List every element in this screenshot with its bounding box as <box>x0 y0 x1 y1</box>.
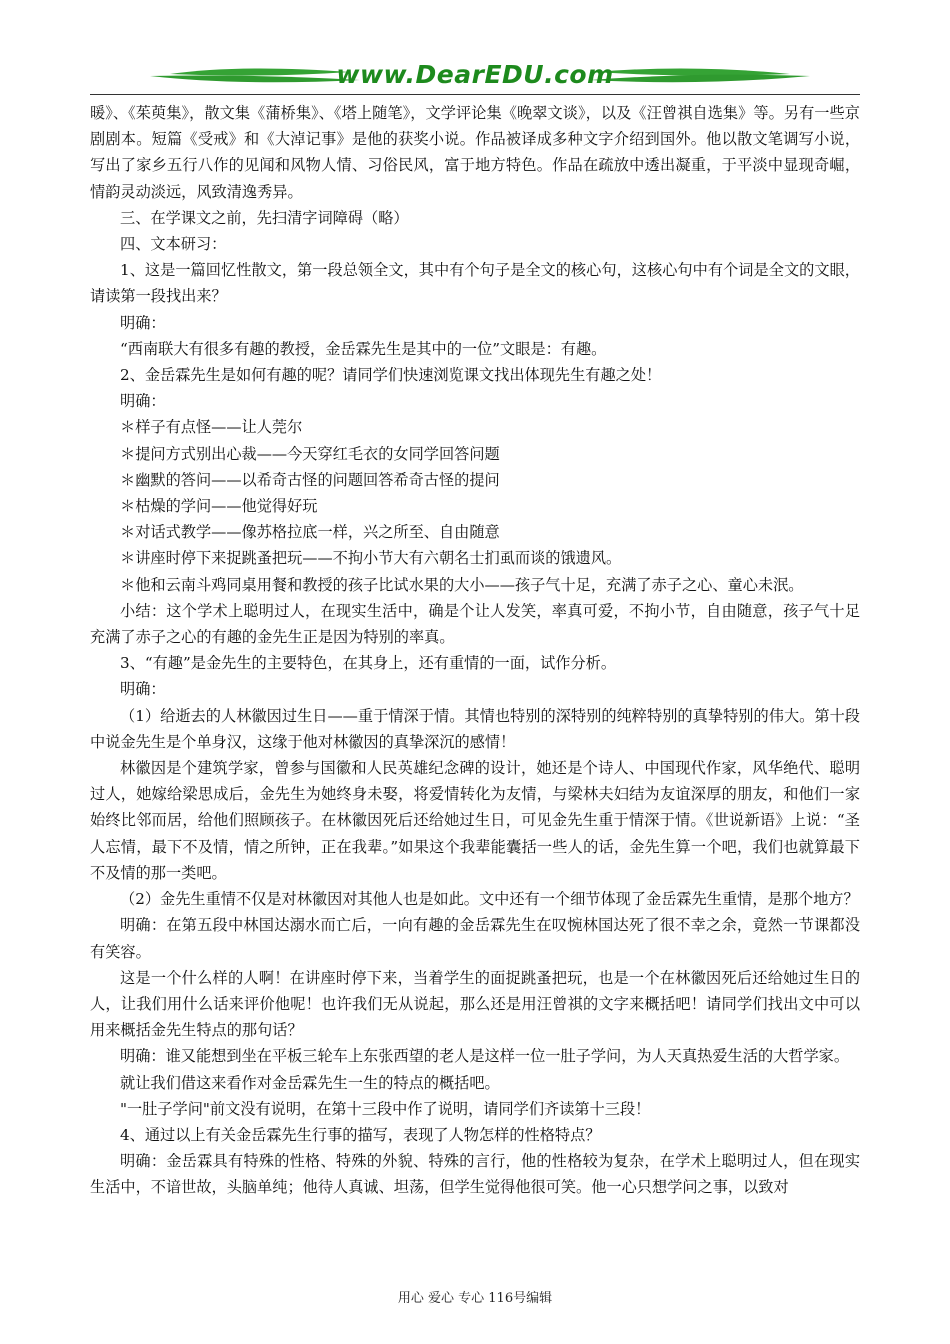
body-text <box>90 100 860 1201</box>
paragraph: 四、文本研习： <box>120 235 227 254</box>
paragraph: 明确：金岳霖具有特殊的性格、特殊的外貌、特殊的言行，他的性格较为复杂，在学术上聪明过人，但在现实生活中，不谙世故，头脑单纯；他待人真诚、坦荡，但学生觉得他很可笑。他一心只想学问之事，以致对 <box>90 1152 860 1197</box>
paragraph: （1）给逝去的人林徽因过生日——重于情深于情。其情也特别的深特别的纯粹特别的真挚特别的伟大。第十段中说金先生是个单身汉，这缘于他对林徽因的真挚深沉的感情！ <box>90 706 860 751</box>
paragraph: "一肚子学问"前文没有说明，在第十三段中作了说明，请同学们齐读第十三段！ <box>120 1099 651 1118</box>
paragraph: 4、通过以上有关金岳霖先生行事的描写，表现了人物怎样的性格特点？ <box>120 1125 601 1144</box>
page-footer: 用心 爱心 专心 116号编辑 <box>397 1291 553 1306</box>
paragraph: 就让我们借这来看作对金岳霖先生一生的特点的概括吧。 <box>120 1073 500 1092</box>
paragraph: 小结：这个学术上聪明过人，在现实生活中，确是个让人发笑，率真可爱，不拘小节，自由随意，孩子气十足充满了赤子之心的有趣的金先生正是因为特别的率真。 <box>90 601 860 647</box>
header-divider <box>90 94 860 95</box>
paragraph: ＊讲座时停下来捉跳蚤把玩——不拘小节大有六朝名士扪虱而谈的饿遗风。 <box>120 549 622 568</box>
paragraph: 这是一个什么样的人啊！在讲座时停下来，当着学生的面捉跳蚤把玩，也是一个在林徽因死后还给她过生日的人，让我们用什么话来评价他呢！也许我们无从说起，那么还是用汪曾祺的文字来概括吧！请同学们找出文中可以用来概括金先生特点的那句话？ <box>90 968 860 1040</box>
page-header <box>90 58 860 98</box>
paragraph: ＊对话式教学——像苏格拉底一样，兴之所至、自由随意 <box>120 523 500 542</box>
paragraph: 明确：在第五段中林国达溺水而亡后，一向有趣的金岳霖先生在叹惋林国达死了很不幸之余，竟然一节课都没有笑容。 <box>90 916 860 961</box>
paragraph: 2、金岳霖先生是如何有趣的呢？请同学们快速浏览课文找出体现先生有趣之处！ <box>120 366 662 385</box>
header-site-name: www.DearEDU.com <box>336 60 614 89</box>
paragraph: 3、“有趣”是金先生的主要特色，在其身上，还有重情的一面，试作分析。 <box>120 654 617 673</box>
paragraph: 明确： <box>120 313 166 332</box>
paragraph: “西南联大有很多有趣的教授，金岳霖先生是其中的一位”文眼是：有趣。 <box>120 339 607 358</box>
paragraph: 明确： <box>120 392 166 411</box>
paragraph: ＊他和云南斗鸡同桌用餐和教授的孩子比试水果的大小——孩子气十足，充满了赤子之心、童心未泯。 <box>120 575 804 594</box>
paragraph: 林徽因是个建筑学家，曾参与国徽和人民英雄纪念碑的设计，她还是个诗人、中国现代作家，风华绝代、聪明过人，她嫁给梁思成后，金先生为她终身未娶，将爱情转化为友情，与梁林夫妇结为友谊深厚的朋友，和他们一家始终比邻而居，给他们照顾孩子。在林徽因死后还给她过生日，可见金先生重于情深于情。《世说新语》上说：“圣人忘情，最下不及情，情之所钟，正在我辈。”如果这个我辈能囊括一些人的话，金先生算一个吧，我们也就算最下不及情的那一类吧。 <box>90 759 860 882</box>
paragraph: （2）金先生重情不仅是对林徽因对其他人也是如此。文中还有一个细节体现了金岳霖先生重情，是那个地方？ <box>120 890 859 909</box>
paragraph: ＊幽默的答问——以希奇古怪的问题回答希奇古怪的提问 <box>120 470 500 489</box>
paragraph: 1、这是一篇回忆性散文，第一段总领全文，其中有个句子是全文的核心句，这核心句中有个词是全文的文眼，请读第一段找出来？ <box>90 261 860 306</box>
paragraph: 明确：谁又能想到坐在平板三轮车上东张西望的老人是这样一位一肚子学问，为人天真热爱生活的大哲学家。 <box>120 1047 849 1066</box>
paragraph: 暖》、《茱萸集》，散文集《蒲桥集》、《塔上随笔》，文学评论集《晚翠文谈》，以及《汪曾祺自选集》等。另有一些京剧剧本。短篇《受戒》和《大淖记事》是他的获奖小说。作品被译成多种文字介绍到国外。他以散文笔调写小说，写出了家乡五行八作的见闻和风物人情、习俗民风，富于地方特色。作品在疏放中透出凝重，于平淡中显现奇崛，情韵灵动淡远，风致清逸秀异。 <box>90 104 860 201</box>
paragraph: 明确： <box>120 680 166 699</box>
paragraph: ＊枯燥的学问——他觉得好玩 <box>120 497 318 516</box>
paragraph: 三、在学课文之前，先扫清字词障碍（略） <box>120 208 409 227</box>
paragraph: ＊样子有点怪——让人莞尔 <box>120 418 303 437</box>
paragraph: ＊提问方式别出心裁——今天穿红毛衣的女同学回答问题 <box>120 444 500 463</box>
